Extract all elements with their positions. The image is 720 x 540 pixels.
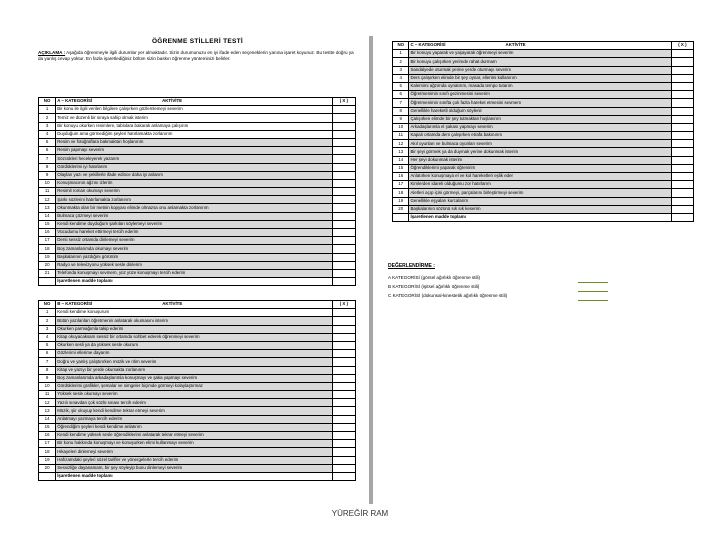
- row-activity: Arkadaşlarımla el şakası yapmayı severim: [409, 123, 671, 131]
- intro-text: [38, 50, 358, 62]
- row-activity: Resim ve fotoğraflara bakmaktan hoşlanırım: [56, 138, 332, 146]
- row-number: 19: [393, 197, 409, 205]
- table-row: [39, 147, 356, 155]
- row-activity: Bir şeyi görmek ya da duymak yerine dokunmak isterim: [409, 148, 671, 156]
- row-check-cell[interactable]: [332, 269, 355, 277]
- row-number: 15: [39, 423, 56, 431]
- table-row: [39, 432, 356, 440]
- table-row: [39, 163, 356, 171]
- row-number: 20: [39, 464, 56, 472]
- row-number: 16: [39, 432, 56, 440]
- table-row: [39, 106, 356, 114]
- row-number: 1: [39, 309, 56, 317]
- col-activity: [409, 42, 671, 50]
- row-number: 13: [393, 148, 409, 156]
- row-check-cell[interactable]: [332, 382, 355, 390]
- row-check-cell[interactable]: [332, 333, 355, 341]
- row-activity: Telefonda konuşmayı sevmem, yüz yüze konuşmayı tercih ederim: [56, 269, 332, 277]
- row-activity: Her şeyi dokunmak isterim: [409, 156, 671, 164]
- row-check-cell[interactable]: [332, 179, 355, 187]
- row-number: 6: [393, 91, 409, 99]
- row-activity: Sessizliğe dayanamam, bir şey söyleyip bunu dinlemeyi severim: [56, 464, 332, 472]
- table-row: [39, 382, 356, 390]
- row-check-cell[interactable]: [332, 130, 355, 138]
- row-number: 5: [39, 138, 56, 146]
- row-check-cell[interactable]: [332, 399, 355, 407]
- table-row: [39, 448, 356, 456]
- row-number: 6: [39, 350, 56, 358]
- row-number: 18: [393, 189, 409, 197]
- row-check-cell[interactable]: [671, 197, 693, 205]
- col-category: A – KATEGORİSİ: [57, 98, 93, 104]
- row-activity: Vücudumu hareket ettirmeyi tercih ederim: [56, 229, 332, 237]
- row-number: 2: [39, 317, 56, 325]
- table-row: [39, 122, 356, 130]
- row-check-cell[interactable]: [332, 309, 355, 317]
- row-number: 20: [39, 261, 56, 269]
- row-check-cell[interactable]: [332, 448, 355, 456]
- table-row: [393, 66, 694, 74]
- row-activity: Resimli roman okumayı severim: [56, 188, 332, 196]
- row-check-cell[interactable]: [332, 220, 355, 228]
- row-activity: Kendi kendime konuşurum: [56, 309, 332, 317]
- row-activity: Gördüklerimi iyi hatırlarım: [56, 163, 332, 171]
- table-row: [39, 407, 356, 415]
- row-activity: Gözlerimi ellerime dayarım: [56, 350, 332, 358]
- row-activity: Okunmakta olan bir metnin kopyası elimde olmazsa onu anlamakta zorlanırım: [56, 204, 332, 212]
- table-row: [39, 220, 356, 228]
- col-activity-label: AKTİVİTE: [162, 98, 183, 104]
- row-activity: Temiz ve düzenli bir sıraya sahip olmak isterim: [56, 114, 332, 122]
- row-activity: Aletleri açıp içini görmeyi, parçalarını birleştirmeyi severim: [409, 189, 671, 197]
- row-activity: Öğretmenimin sınıfı gezinmesini severim: [409, 91, 671, 99]
- table-row: [39, 399, 356, 407]
- total-row: [39, 472, 356, 480]
- table-row: [393, 156, 694, 164]
- table-row: [39, 171, 356, 179]
- row-check-cell[interactable]: [671, 66, 693, 74]
- intro-label: AÇIKLAMA :: [38, 50, 66, 55]
- row-check-cell[interactable]: [671, 148, 693, 156]
- row-number: 4: [39, 333, 56, 341]
- row-check-cell[interactable]: [332, 407, 355, 415]
- row-check-cell[interactable]: [332, 163, 355, 171]
- row-activity: Radyo ve televizyonu yüksek sesle dinlerim: [56, 261, 332, 269]
- row-activity: Bir konu hakkında konuşmayı ve konuşurken elimi kullanmayı severim: [56, 440, 332, 448]
- row-number: 7: [39, 358, 56, 366]
- row-number: 13: [39, 407, 56, 415]
- table-b-body: [39, 309, 356, 481]
- row-activity: Yüksek sesle okumayı severim: [56, 391, 332, 399]
- total-cell[interactable]: [332, 472, 355, 480]
- col-no: NO: [39, 98, 56, 106]
- row-check-cell[interactable]: [671, 82, 693, 90]
- row-activity: Kitap okuyacaksam sessiz bir ortamda sohbet ederek öğrenmeyi severim: [56, 333, 332, 341]
- intro-body: Aşağıda öğrenmeyle ilgili durumlar yer almaktadır. Sizin durumunuzu en iyi ifade eden seçeneklerin yanına işaret koyunuz. Bu testte doğru ya da yanlış cevap yoktur. En fazla işaretlediğiniz bölüm sizin baskın öğrenme yönteminizi belirler.: [38, 50, 354, 62]
- table-row: [39, 237, 356, 245]
- row-check-cell[interactable]: [332, 432, 355, 440]
- row-number: 12: [393, 140, 409, 148]
- row-check-cell[interactable]: [332, 456, 355, 464]
- table-row: [393, 140, 694, 148]
- row-number: 4: [39, 130, 56, 138]
- row-number: 17: [39, 237, 56, 245]
- row-check-cell[interactable]: [332, 415, 355, 423]
- row-check-cell[interactable]: [332, 204, 355, 212]
- table-row: [39, 269, 356, 277]
- footer-label: YÜREĞİR RAM: [331, 509, 389, 518]
- row-number: 8: [39, 366, 56, 374]
- row-activity: Bir konuyu okurken resimlere, tablolara bakarak anlamaya çalışırım: [56, 122, 332, 130]
- row-check-cell[interactable]: [671, 107, 693, 115]
- table-row: [393, 164, 694, 172]
- row-activity: Doğru ve yanlış çalıştırırken müzik ve ritim severim: [56, 358, 332, 366]
- row-check-cell[interactable]: [332, 196, 355, 204]
- table-row: [39, 229, 356, 237]
- row-check-cell[interactable]: [671, 132, 693, 140]
- table-row: [39, 138, 356, 146]
- row-activity: Resim yapmayı severim: [56, 147, 332, 155]
- legend-item-b: [388, 284, 698, 293]
- row-number: 21: [39, 269, 56, 277]
- row-number: 15: [39, 220, 56, 228]
- table-row: [39, 333, 356, 341]
- row-check-cell[interactable]: [332, 147, 355, 155]
- row-number: 18: [39, 245, 56, 253]
- table-row: [393, 173, 694, 181]
- col-no: NO: [39, 301, 56, 309]
- row-number: 9: [393, 115, 409, 123]
- row-number: 3: [39, 325, 56, 333]
- row-number: 17: [39, 440, 56, 448]
- row-activity: Okurken sesli ya da yüksek sesle okurum: [56, 341, 332, 349]
- row-check-cell[interactable]: [671, 91, 693, 99]
- table-b-kategori: [38, 300, 356, 481]
- row-number: 2: [393, 58, 409, 66]
- row-check-cell[interactable]: [332, 261, 355, 269]
- row-number: 19: [39, 253, 56, 261]
- table-row: [393, 132, 694, 140]
- row-check-cell[interactable]: [671, 189, 693, 197]
- table-row: [393, 50, 694, 58]
- row-activity: Kapalı ortamda ders çalışırken etrafa bakınırım: [409, 132, 671, 140]
- row-activity: Kimlerden idareli olduğumu zor hatırlarım: [409, 181, 671, 189]
- row-activity: Sözcükleri heceleyerek yazarım: [56, 155, 332, 163]
- handwritten-mark: [578, 295, 608, 301]
- row-check-cell[interactable]: [671, 140, 693, 148]
- row-activity: Ders çalışırken elimde bir şey oynar, ellerimi kullanırım: [409, 74, 671, 82]
- row-number: 17: [393, 181, 409, 189]
- row-number: 14: [393, 156, 409, 164]
- evaluation-legend: [388, 263, 698, 302]
- row-check-cell[interactable]: [332, 114, 355, 122]
- row-activity: Çalışırken elimde bir şey tutmaktan hoşlanırım: [409, 115, 671, 123]
- table-row: [393, 58, 694, 66]
- row-number: 12: [39, 399, 56, 407]
- row-activity: Başkalarının sözünü sık sık keserim: [409, 205, 671, 213]
- table-row: [39, 245, 356, 253]
- page-divider: [369, 36, 373, 504]
- legend-item-c: [388, 293, 698, 302]
- legend-title: DEĞERLENDİRME :: [388, 263, 435, 269]
- table-row: [39, 391, 356, 399]
- row-check-cell[interactable]: [332, 138, 355, 146]
- row-number: 5: [39, 341, 56, 349]
- col-x: ( X ): [671, 42, 693, 50]
- total-spacer: [393, 213, 409, 221]
- total-cell[interactable]: [332, 278, 355, 286]
- table-row: [39, 325, 356, 333]
- table-row: [39, 464, 356, 472]
- row-activity: Bir konuyu yaparak ve yaşayarak öğrenmeyi severim: [409, 50, 671, 58]
- row-number: 13: [39, 204, 56, 212]
- row-check-cell[interactable]: [332, 317, 355, 325]
- row-activity: Gördüklerimi grafikler, şemalar ve simgeler biçimde görmeyi kolaylaştırmaz: [56, 382, 332, 390]
- row-activity: Dersi sessiz ortamda dinlemeyi severim: [56, 237, 332, 245]
- row-number: 10: [39, 382, 56, 390]
- row-check-cell[interactable]: [332, 341, 355, 349]
- table-row: [393, 91, 694, 99]
- total-label: İşaretlenen madde toplamı: [56, 472, 332, 480]
- col-activity-label: AKTİVİTE: [162, 301, 183, 307]
- row-check-cell[interactable]: [332, 464, 355, 472]
- legend-item-a: [388, 275, 698, 284]
- row-number: 10: [39, 179, 56, 187]
- row-activity: Konuşmacının ağzını izlerim: [56, 179, 332, 187]
- row-activity: Duyduğum ama görmediğim şeyleri hatırlamakta zorlanırım: [56, 130, 332, 138]
- row-check-cell[interactable]: [332, 350, 355, 358]
- row-activity: Hikayeleri dinlemeyi severim: [56, 448, 332, 456]
- row-activity: Hafızamdaki şeyleri sözel tarifler ve yönergelerle tercih ederim: [56, 456, 332, 464]
- table-row: [39, 440, 356, 448]
- row-number: 1: [39, 106, 56, 114]
- handwritten-mark: [578, 286, 608, 292]
- row-check-cell[interactable]: [671, 74, 693, 82]
- row-check-cell[interactable]: [332, 155, 355, 163]
- row-activity: Anlatmayı yazmaya tercih ederim: [56, 415, 332, 423]
- row-check-cell[interactable]: [332, 229, 355, 237]
- table-row: [39, 130, 356, 138]
- row-check-cell[interactable]: [332, 325, 355, 333]
- row-check-cell[interactable]: [332, 358, 355, 366]
- row-check-cell[interactable]: [671, 181, 693, 189]
- row-activity: Başkalarının yazdığını görürüm: [56, 253, 332, 261]
- row-check-cell[interactable]: [671, 205, 693, 213]
- page-title: ÖĞRENME STİLLERİ TESTİ: [151, 38, 244, 45]
- row-check-cell[interactable]: [671, 164, 693, 172]
- table-row: [39, 253, 356, 261]
- table-row: [39, 204, 356, 212]
- row-number: 11: [393, 132, 409, 140]
- row-check-cell[interactable]: [671, 156, 693, 164]
- row-activity: Bulmaca çözmeyi severim: [56, 212, 332, 220]
- table-row: [39, 341, 356, 349]
- row-activity: Bir konu ile ilgili verilen bilgilere çalışırken gözlemlemeyi severim: [56, 106, 332, 114]
- table-row: [39, 309, 356, 317]
- row-number: 16: [393, 173, 409, 181]
- row-number: 3: [393, 66, 409, 74]
- table-row: [393, 148, 694, 156]
- col-category: C – KATEGORİSİ: [410, 42, 446, 48]
- row-check-cell[interactable]: [332, 423, 355, 431]
- col-category: B – KATEGORİSİ: [57, 301, 93, 307]
- total-cell[interactable]: [671, 213, 693, 221]
- row-activity: Şarkı sözlerini hatırlamakta zorlanırım: [56, 196, 332, 204]
- row-check-cell[interactable]: [332, 440, 355, 448]
- table-row: [39, 188, 356, 196]
- row-activity: Sandalyede oturmak yerine yerde oturmayı severim: [409, 66, 671, 74]
- table-row: [39, 261, 356, 269]
- row-activity: Genellikle hareketli olduğum söylenir: [409, 107, 671, 115]
- table-row: [39, 179, 356, 187]
- row-activity: Müzik, şiir okuyup kendi kendime tekrar etmeyi severim: [56, 407, 332, 415]
- row-check-cell[interactable]: [332, 237, 355, 245]
- row-number: 8: [39, 163, 56, 171]
- table-row: [39, 415, 356, 423]
- row-check-cell[interactable]: [332, 366, 355, 374]
- table-row: [39, 366, 356, 374]
- row-check-cell[interactable]: [671, 99, 693, 107]
- row-number: 14: [39, 415, 56, 423]
- table-row: [393, 82, 694, 90]
- row-number: 2: [39, 114, 56, 122]
- row-check-cell[interactable]: [332, 212, 355, 220]
- row-check-cell[interactable]: [332, 171, 355, 179]
- row-activity: Boş zamanlarımda okumayı severim: [56, 245, 332, 253]
- row-check-cell[interactable]: [671, 173, 693, 181]
- total-row: [39, 278, 356, 286]
- row-activity: Öğrendiklerimi yaparak öğrenirim: [409, 164, 671, 172]
- row-check-cell[interactable]: [332, 188, 355, 196]
- row-number: 15: [393, 164, 409, 172]
- row-activity: Kendi kendime yüksek sesle öğrendiklerimi anlatarak tekrar etmeyi severim: [56, 432, 332, 440]
- table-row: [393, 189, 694, 197]
- row-activity: Kalemimi ağzımda oynatırım, masada tempo tutarım: [409, 82, 671, 90]
- table-row: [393, 115, 694, 123]
- row-number: 9: [39, 171, 56, 179]
- table-row: [39, 196, 356, 204]
- row-activity: Bütün yazılanları öğretmenin anlatarak okumasını isterim: [56, 317, 332, 325]
- row-number: 9: [39, 374, 56, 382]
- table-row: [393, 107, 694, 115]
- row-number: 16: [39, 229, 56, 237]
- row-number: 11: [39, 391, 56, 399]
- row-number: 8: [393, 107, 409, 115]
- row-activity: Boş zamanlarımda arkadaşlarımla konuşmayı ve şaka yapmayı severim: [56, 374, 332, 382]
- legend-text: C KATEGORİSİ (dokunsal-kinestetik ağırlıklı öğrenme stili): [388, 293, 508, 299]
- table-row: [393, 74, 694, 82]
- table-row: [393, 181, 694, 189]
- row-check-cell[interactable]: [671, 50, 693, 58]
- table-a-kategori: [38, 97, 356, 286]
- row-check-cell[interactable]: [671, 115, 693, 123]
- row-activity: Kendi kendime duyduğum şarkıları söylemeyi severim: [56, 220, 332, 228]
- legend-text: B KATEGORİSİ (işitsel ağırlıklı öğrenme stili): [388, 284, 480, 290]
- row-activity: Bir konuyu çalışırken yerimde rahat durmam: [409, 58, 671, 66]
- row-check-cell[interactable]: [332, 106, 355, 114]
- table-row: [393, 99, 694, 107]
- table-row: [39, 155, 356, 163]
- col-activity: [56, 301, 332, 309]
- row-number: 6: [39, 147, 56, 155]
- total-row: [393, 213, 694, 221]
- table-row: [39, 423, 356, 431]
- table-row: [39, 317, 356, 325]
- row-number: 7: [393, 99, 409, 107]
- table-a-body: [39, 106, 356, 286]
- table-row: [393, 123, 694, 131]
- col-no: NO: [393, 42, 409, 50]
- table-c-body: [393, 50, 694, 222]
- table-row: [39, 374, 356, 382]
- row-check-cell[interactable]: [332, 245, 355, 253]
- row-activity: Okurken parmağımla takip ederim: [56, 325, 332, 333]
- row-number: 19: [39, 456, 56, 464]
- table-row: [393, 197, 694, 205]
- row-number: 4: [393, 74, 409, 82]
- row-number: 5: [393, 82, 409, 90]
- row-number: 1: [393, 50, 409, 58]
- row-activity: Olayları yazı ve şekillerle ifade edince daha iyi anlarım: [56, 171, 332, 179]
- col-activity-label: AKTİVİTE: [505, 42, 526, 48]
- row-check-cell[interactable]: [671, 123, 693, 131]
- row-activity: Öğretmenimin sınıfta çok fazla hareket etmesini sevmem: [409, 99, 671, 107]
- row-number: 18: [39, 448, 56, 456]
- legend-text: A KATEGORİSİ (görsel ağırlıklı öğrenme stili): [388, 275, 481, 281]
- total-label: İşaretlenen madde toplamı: [409, 213, 671, 221]
- row-number: 12: [39, 196, 56, 204]
- table-row: [39, 114, 356, 122]
- row-activity: Öğrendiğim şeyleri kendi kendime anlatırım: [56, 423, 332, 431]
- col-x: ( X ): [332, 301, 355, 309]
- row-number: 3: [39, 122, 56, 130]
- table-row: [39, 358, 356, 366]
- table-row: [39, 212, 356, 220]
- row-number: 7: [39, 155, 56, 163]
- row-activity: Kitap ve yazıyı bir yerde okumakta zorlanırım: [56, 366, 332, 374]
- row-activity: Yazılı sınavdan çok sözlü sınavı tercih ederim: [56, 399, 332, 407]
- row-check-cell[interactable]: [332, 122, 355, 130]
- table-c-kategori: [392, 41, 694, 222]
- handwritten-mark: [578, 277, 608, 283]
- total-spacer: [39, 278, 56, 286]
- row-check-cell[interactable]: [332, 391, 355, 399]
- total-label: İşaretlenen madde toplamı: [56, 278, 332, 286]
- row-check-cell[interactable]: [332, 253, 355, 261]
- row-activity: Akıl oyunları ve bulmaca oyunları severim: [409, 140, 671, 148]
- row-number: 10: [393, 123, 409, 131]
- row-number: 20: [393, 205, 409, 213]
- table-row: [39, 350, 356, 358]
- row-number: 14: [39, 212, 56, 220]
- row-number: 11: [39, 188, 56, 196]
- table-row: [393, 205, 694, 213]
- row-activity: Anlatırken konuşmaya el ve kol hareketleri eşlik eder: [409, 173, 671, 181]
- total-spacer: [39, 472, 56, 480]
- row-check-cell[interactable]: [332, 374, 355, 382]
- row-check-cell[interactable]: [671, 58, 693, 66]
- col-activity: [56, 98, 332, 106]
- table-row: [39, 456, 356, 464]
- row-activity: Genellikle eşyaları kurcalarım: [409, 197, 671, 205]
- col-x: ( X ): [332, 98, 355, 106]
